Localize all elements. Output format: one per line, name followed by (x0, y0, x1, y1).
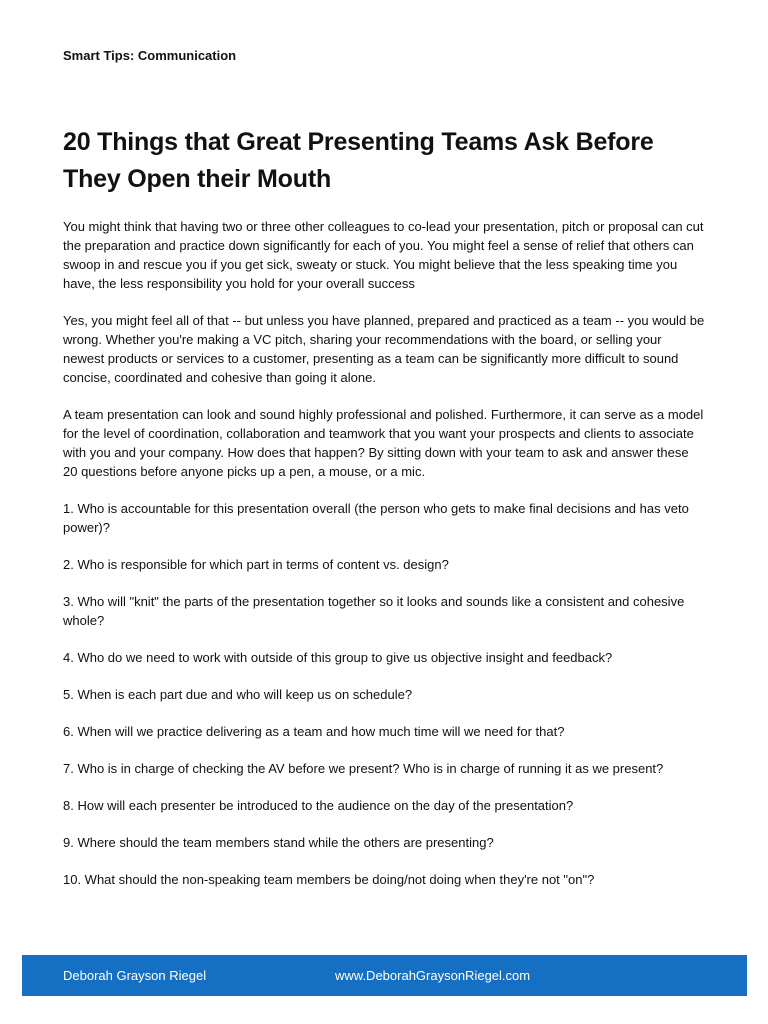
footer-bar (22, 955, 747, 996)
question-item: 6. When will we practice delivering as a team and how much time will we need for that? (63, 724, 565, 739)
footer-website-link[interactable]: www.DeborahGraysonRiegel.com (335, 968, 531, 983)
question-item: 4. Who do we need to work with outside of this group to give us objective insight and feedback? (63, 650, 613, 665)
question-item: 2. Who is responsible for which part in terms of content vs. design? (63, 557, 449, 572)
question-item: 3. Who will "knit" the parts of the presentation together so it looks and sounds like a consistent and cohesive whole? (63, 594, 685, 628)
article-body (63, 217, 705, 907)
series-label: Smart Tips: Communication (63, 48, 237, 63)
question-item: 5. When is each part due and who will keep us on schedule? (63, 687, 413, 702)
question-item: 9. Where should the team members stand while the others are presenting? (63, 835, 494, 850)
article-title: 20 Things that Great Presenting Teams Ask Before They Open their Mouth (63, 128, 654, 193)
question-item: 8. How will each presenter be introduced to the audience on the day of the presentation? (63, 798, 574, 813)
intro-paragraph: Yes, you might feel all of that -- but unless you have planned, prepared and practiced as a team -- you would be wrong. Whether you're making a VC pitch, sharing your recommendations with the board, or selling your newest products or services to a customer, presenting as a team can be significantly more difficult to sound concise, coordinated and cohesive than going it alone. (63, 313, 705, 385)
question-item: 1. Who is accountable for this presentation overall (the person who gets to make final decisions and has veto power)? (63, 501, 689, 535)
intro-paragraph: You might think that having two or three other colleagues to co-lead your presentation, pitch or proposal can cut the preparation and practice down significantly for each of you. You might feel a sense of relief that others can swoop in and rescue you if you get sick, sweaty or stuck. You might believe that the less speaking time you have, the less responsibility you hold for your overall success (63, 219, 704, 291)
intro-paragraph: A team presentation can look and sound highly professional and polished. Furthermore, it can serve as a model for the level of coordination, collaboration and teamwork that you want your prospects and clients to associate with you and your company. How does that happen? By sitting down with your team to ask and answer these 20 questions before anyone picks up a pen, a mouse, or a mic. (63, 407, 704, 479)
footer-author: Deborah Grayson Riegel (63, 968, 207, 983)
question-item: 7. Who is in charge of checking the AV before we present? Who is in charge of running it as we present? (63, 761, 664, 776)
question-item: 10. What should the non-speaking team members be doing/not doing when they're not "on"? (63, 872, 595, 887)
